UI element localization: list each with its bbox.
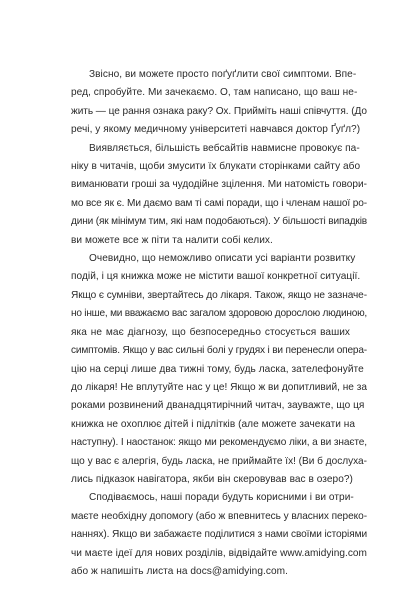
text-line: чи маєте ідеї для нових розділів, відвідайте www.amidying.com [71,547,367,559]
text-line: Якщо є сумніви, звертайтесь до лікаря. Також, якщо не зазначе- [71,289,367,301]
text-line: жить — це рання ознака раку? Ох. Прийміть наші співчуття. (До [71,105,367,117]
text-line: Очевидно, що неможливо описати усі варіанти розвитку [89,253,356,265]
text-line: Виявляється, більшість вебсайтів навмисне провокує па- [89,142,360,154]
text-line: дини (як мінімум тим, які нам подобаються). У більшості випадків [71,216,367,228]
text-line: виманювати гроші за чудодійне зцілення. Ми натомість говори- [71,179,367,191]
text-line: но інше, ми вважаємо вас загалом здоровою дорослою людиною, [71,308,367,320]
text-line: наступну). І наостанок: якщо ми рекомендуємо ліки, а ви знаєте, [71,437,367,449]
text-line: речі, у якому медичному університеті навчався доктор Ґуґл?) [71,124,361,136]
text-line: лись підказок навігатора, якби він скеровував вас в озеро?) [71,473,353,485]
text-line: або ж напишіть листа на docs@amidying.com. [71,565,288,577]
text-line: Звісно, ви можете просто поґуґлити свої симптоми. Впе- [89,69,357,80]
text-line: книжка не охоплює дітей і підлітків (але можете зачекати на [71,418,356,430]
paragraph-4 [54,489,368,581]
text-line: маєте необхідну допомогу (або ж впевнитесь у власних переко- [71,510,367,522]
text-line: Сподіваємось, наші поради будуть корисними і ви отри- [89,492,354,504]
text-line: симптомів. Якщо у вас сильні болі у грудях і ви перенесли опера- [71,345,368,357]
text-line: ред, спробуйте. Ми зачекаємо. О, там написано, що ваш не- [71,87,358,99]
text-line: яка не має діагнозу, що безпосередньо стосується ваших [71,326,350,338]
text-line: ви можете все ж піти та налити собі келих. [71,234,273,246]
text-line: роками розвинений дванадцятирічний читач, зауважте, що ця [71,400,365,412]
text-line: що у вас є алергія, будь ласка, не приймайте їх! (Ви б дослуха- [71,455,367,467]
paragraph-1 [54,66,367,140]
body-text [54,66,368,581]
text-line: до лікаря! Не вплутуйте нас у це! Якщо ж ви допитливий, не за [71,381,367,393]
paragraph-3 [54,250,368,489]
paragraph-2 [54,140,367,250]
text-line: мо все як є. Ми даємо вам ті самі поради, що і членам нашої ро- [71,197,367,209]
text-line: подій, і ця книжка може не містити вашої конкретної ситуації. [71,271,361,283]
text-line: наннях). Якщо ви забажаєте поділитися з нами своїми історіями [71,529,368,541]
text-line: цію на серці лише два тижні тому, будь ласка, зателефонуйте [71,363,364,375]
text-line: ніку в читачів, щоби змусити їх блукати сторінками сайту або [71,161,361,173]
